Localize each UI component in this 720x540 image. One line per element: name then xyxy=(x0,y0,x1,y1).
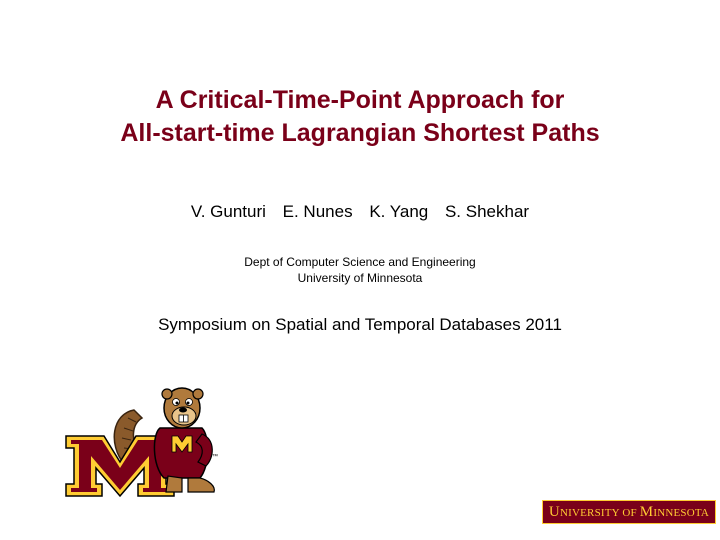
author-name: K. Yang xyxy=(369,202,429,221)
title-line-1: A Critical-Time-Point Approach for xyxy=(155,86,565,114)
university-of-minnesota-wordmark xyxy=(542,500,716,524)
author-name: V. Gunturi xyxy=(190,202,266,221)
title-line-2: All-start-time Lagrangian Shortest Paths xyxy=(120,119,600,147)
wordmark-niversity: NIVERSITY xyxy=(559,507,620,519)
mascot-logo-icon xyxy=(64,384,234,500)
goldy-gopher-m-logo xyxy=(64,384,234,500)
slide-title xyxy=(40,84,680,150)
wordmark-letter-m: M xyxy=(639,504,654,520)
wordmark-of: OF xyxy=(619,507,640,519)
affiliation-university: University of Minnesota xyxy=(297,271,423,285)
trademark-symbol: ™ xyxy=(212,454,218,460)
wordmark-innesota: INNESOTA xyxy=(653,507,710,519)
author-name: S. Shekhar xyxy=(444,202,530,221)
affiliation-dept: Dept of Computer Science and Engineering xyxy=(244,255,476,269)
author-name: E. Nunes xyxy=(282,202,353,221)
venue: Symposium on Spatial and Temporal Databases 2011 xyxy=(158,315,562,334)
affiliation xyxy=(60,254,660,286)
wordmark-letter-u: U xyxy=(548,504,560,520)
author-list xyxy=(60,202,660,222)
